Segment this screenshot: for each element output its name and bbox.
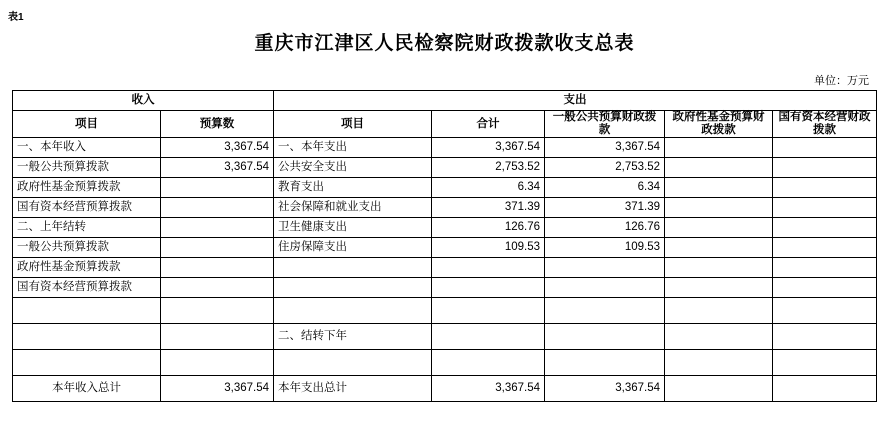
cell-total-exp-gov-fund [665, 376, 773, 402]
cell-total-exp-total: 3,367.54 [432, 376, 545, 402]
cell-exp-gov-fund [665, 138, 773, 158]
cell-exp-item: 卫生健康支出 [274, 218, 432, 238]
cell-exp-total: 126.76 [432, 218, 545, 238]
table-row [13, 218, 877, 238]
cell-exp-gov-fund [665, 198, 773, 218]
cell-exp-general-public [545, 258, 665, 278]
table-row [13, 278, 877, 298]
cell-exp-general-public [545, 298, 665, 324]
cell-exp-item [274, 298, 432, 324]
cell-exp-gov-fund [665, 158, 773, 178]
cell-exp-state-capital [773, 158, 877, 178]
group-header-expenditure: 支出 [274, 91, 877, 111]
cell-total-exp-state-capital [773, 376, 877, 402]
cell-exp-state-capital [773, 258, 877, 278]
cell-exp-total: 371.39 [432, 198, 545, 218]
cell-income-item [13, 324, 161, 350]
cell-income-item: 二、上年结转 [13, 218, 161, 238]
cell-income-budget [161, 178, 274, 198]
cell-income-budget [161, 278, 274, 298]
cell-exp-state-capital [773, 138, 877, 158]
cell-income-budget [161, 238, 274, 258]
cell-exp-gov-fund [665, 258, 773, 278]
unit-note: 单位：万元 [814, 75, 869, 87]
page-title: 重庆市江津区人民检察院财政拨款收支总表 [254, 32, 635, 54]
budget-table [12, 90, 877, 402]
column-header-income-item: 项目 [13, 111, 161, 138]
column-header-income-budget: 预算数 [161, 111, 274, 138]
column-header-exp-gov-fund: 政府性基金预算财政拨款 [665, 111, 773, 138]
cell-exp-state-capital [773, 218, 877, 238]
cell-income-budget [161, 324, 274, 350]
cell-income-budget [161, 218, 274, 238]
column-header-exp-total: 合计 [432, 111, 545, 138]
cell-income-item: 一般公共预算拨款 [13, 238, 161, 258]
table-row [13, 238, 877, 258]
cell-income-budget: 3,367.54 [161, 138, 274, 158]
table-total-row [13, 376, 877, 402]
cell-exp-item: 二、结转下年 [274, 324, 432, 350]
cell-income-item: 一、本年收入 [13, 138, 161, 158]
table-row [13, 298, 877, 324]
cell-income-item: 政府性基金预算拨款 [13, 258, 161, 278]
cell-income-item [13, 298, 161, 324]
cell-total-income-budget: 3,367.54 [161, 376, 274, 402]
cell-exp-general-public [545, 278, 665, 298]
cell-exp-gov-fund [665, 298, 773, 324]
cell-exp-general-public: 2,753.52 [545, 158, 665, 178]
table-row [13, 324, 877, 350]
column-header-exp-item: 项目 [274, 111, 432, 138]
cell-exp-gov-fund [665, 278, 773, 298]
cell-exp-total: 3,367.54 [432, 138, 545, 158]
cell-income-budget [161, 350, 274, 376]
cell-exp-state-capital [773, 198, 877, 218]
cell-income-item [13, 350, 161, 376]
cell-income-item: 政府性基金预算拨款 [13, 178, 161, 198]
cell-exp-gov-fund [665, 178, 773, 198]
cell-exp-state-capital [773, 350, 877, 376]
cell-exp-state-capital [773, 178, 877, 198]
cell-exp-total [432, 298, 545, 324]
table-row [13, 350, 877, 376]
cell-exp-gov-fund [665, 324, 773, 350]
cell-exp-general-public: 6.34 [545, 178, 665, 198]
table-column-header-row [13, 111, 877, 138]
cell-exp-item: 公共安全支出 [274, 158, 432, 178]
cell-exp-general-public [545, 350, 665, 376]
cell-total-exp-general-public: 3,367.54 [545, 376, 665, 402]
cell-exp-general-public [545, 324, 665, 350]
cell-exp-state-capital [773, 324, 877, 350]
cell-exp-item [274, 258, 432, 278]
cell-exp-total [432, 350, 545, 376]
table-row [13, 158, 877, 178]
cell-exp-item: 社会保障和就业支出 [274, 198, 432, 218]
cell-exp-item: 住房保障支出 [274, 238, 432, 258]
cell-exp-total [432, 324, 545, 350]
cell-total-exp-label: 本年支出总计 [274, 376, 432, 402]
cell-income-budget [161, 198, 274, 218]
column-header-exp-general-public: 一般公共预算财政拨款 [545, 111, 665, 138]
cell-exp-state-capital [773, 298, 877, 324]
column-header-exp-state-capital: 国有资本经营财政拨款 [773, 111, 877, 138]
cell-exp-gov-fund [665, 218, 773, 238]
cell-exp-total [432, 258, 545, 278]
cell-exp-general-public: 371.39 [545, 198, 665, 218]
cell-income-item: 国有资本经营预算拨款 [13, 278, 161, 298]
table-group-header-row [13, 91, 877, 111]
cell-exp-general-public: 126.76 [545, 218, 665, 238]
cell-exp-total [432, 278, 545, 298]
cell-exp-state-capital [773, 238, 877, 258]
cell-income-budget: 3,367.54 [161, 158, 274, 178]
table-row [13, 178, 877, 198]
table-row [13, 198, 877, 218]
cell-total-income-label: 本年收入总计 [13, 376, 161, 402]
cell-exp-item: 一、本年支出 [274, 138, 432, 158]
group-header-income: 收入 [13, 91, 274, 111]
table-number: 表1 [8, 12, 24, 23]
cell-exp-total: 2,753.52 [432, 158, 545, 178]
table-row [13, 138, 877, 158]
cell-exp-general-public: 109.53 [545, 238, 665, 258]
cell-exp-state-capital [773, 278, 877, 298]
cell-exp-gov-fund [665, 238, 773, 258]
cell-exp-item: 教育支出 [274, 178, 432, 198]
cell-income-budget [161, 298, 274, 324]
cell-income-item: 一般公共预算拨款 [13, 158, 161, 178]
cell-income-item: 国有资本经营预算拨款 [13, 198, 161, 218]
cell-exp-item [274, 350, 432, 376]
cell-exp-total: 6.34 [432, 178, 545, 198]
cell-income-budget [161, 258, 274, 278]
cell-exp-general-public: 3,367.54 [545, 138, 665, 158]
cell-exp-total: 109.53 [432, 238, 545, 258]
cell-exp-item [274, 278, 432, 298]
table-row [13, 258, 877, 278]
cell-exp-gov-fund [665, 350, 773, 376]
